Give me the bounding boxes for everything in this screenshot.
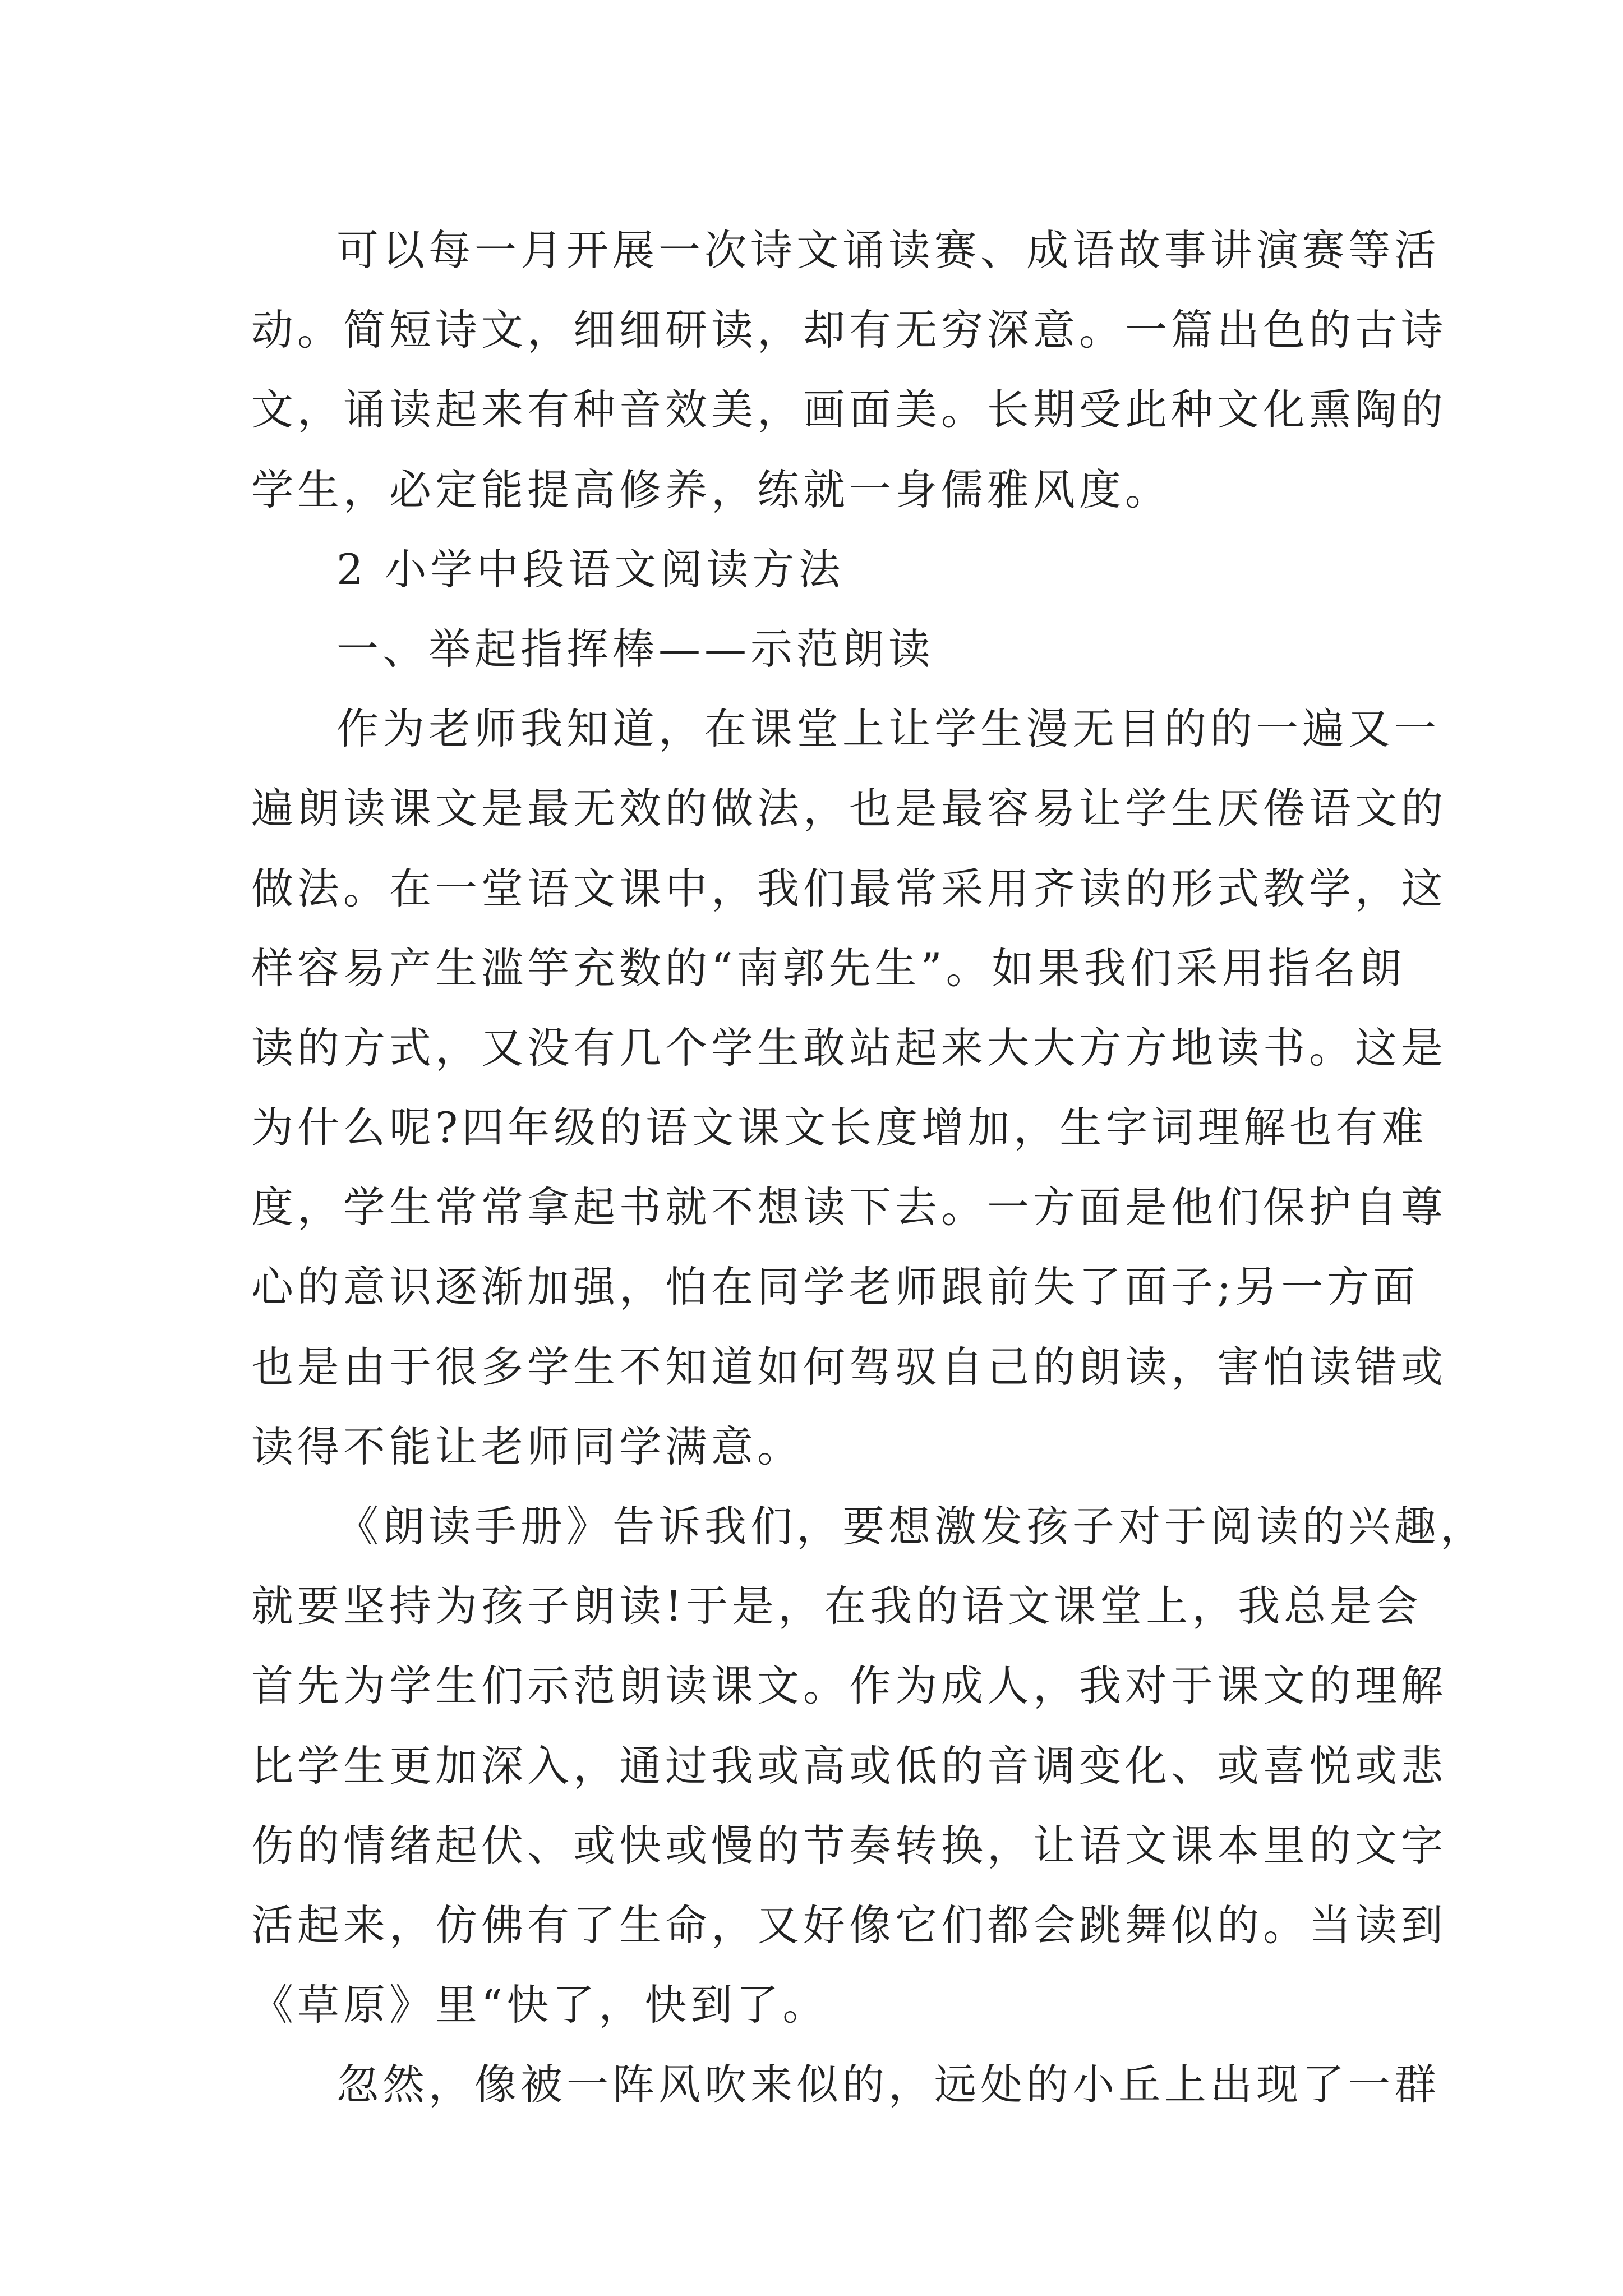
- text-line: 学生，必定能提高修养，练就一身儒雅风度。: [251, 464, 1172, 514]
- text-line: 可以每一月开展一次诗文诵读赛、成语故事讲演赛等活: [336, 226, 1441, 275]
- text-line: 作为老师我知道，在课堂上让学生漫无目的的一遍又一: [336, 704, 1441, 754]
- text-line: 度，学生常常拿起书就不想读下去。一方面是他们保护自尊: [251, 1182, 1447, 1232]
- text-line: 为什么呢?四年级的语文课文长度增加，生字词理解也有难: [251, 1103, 1428, 1153]
- document-body: [251, 210, 1487, 2125]
- text-line: 读得不能让老师同学满意。: [251, 1421, 804, 1471]
- text-line: 动。简短诗文，细细研读，却有无穷深意。一篇出色的古诗: [251, 305, 1447, 355]
- text-line: 也是由于很多学生不知道如何驾驭自己的朗读，害怕读错或: [251, 1342, 1447, 1392]
- text-line: 伤的情绪起伏、或快或慢的节奏转换，让语文课本里的文字: [251, 1820, 1447, 1870]
- text-line: 比学生更加深入，通过我或高或低的音调变化、或喜悦或悲: [251, 1741, 1447, 1791]
- section-heading: 2 小学中段语文阅读方法: [336, 544, 845, 594]
- text-line: 文，诵读起来有种音效美，画面美。长期受此种文化熏陶的: [251, 385, 1447, 435]
- text-line: 《草原》里“快了，快到了。: [251, 1980, 829, 2030]
- subsection-heading: 一、举起指挥棒——示范朗读: [336, 624, 935, 674]
- text-line: 心的意识逐渐加强，怕在同学老师跟前失了面子;另一方面: [251, 1262, 1419, 1312]
- text-line: 遍朗读课文是最无效的做法，也是最容易让学生厌倦语文的: [251, 784, 1447, 834]
- text-line: 《朗读手册》告诉我们，要想激发孩子对于阅读的兴趣，: [336, 1502, 1487, 1551]
- text-line: 就要坚持为孩子朗读!于是，在我的语文课堂上，我总是会: [251, 1581, 1422, 1631]
- text-line: 读的方式，又没有几个学生敢站起来大大方方地读书。这是: [251, 1023, 1447, 1073]
- text-line: 做法。在一堂语文课中，我们最常采用齐读的形式教学，这: [251, 863, 1447, 913]
- text-line: 样容易产生滥竽充数的“南郭先生”。如果我们采用指名朗: [251, 943, 1406, 993]
- text-line: 首先为学生们示范朗读课文。作为成人，我对于课文的理解: [251, 1661, 1447, 1711]
- text-line: 活起来，仿佛有了生命，又好像它们都会跳舞似的。当读到: [251, 1900, 1447, 1950]
- text-line: 忽然，像被一阵风吹来似的，远处的小丘上出现了一群: [336, 2060, 1441, 2110]
